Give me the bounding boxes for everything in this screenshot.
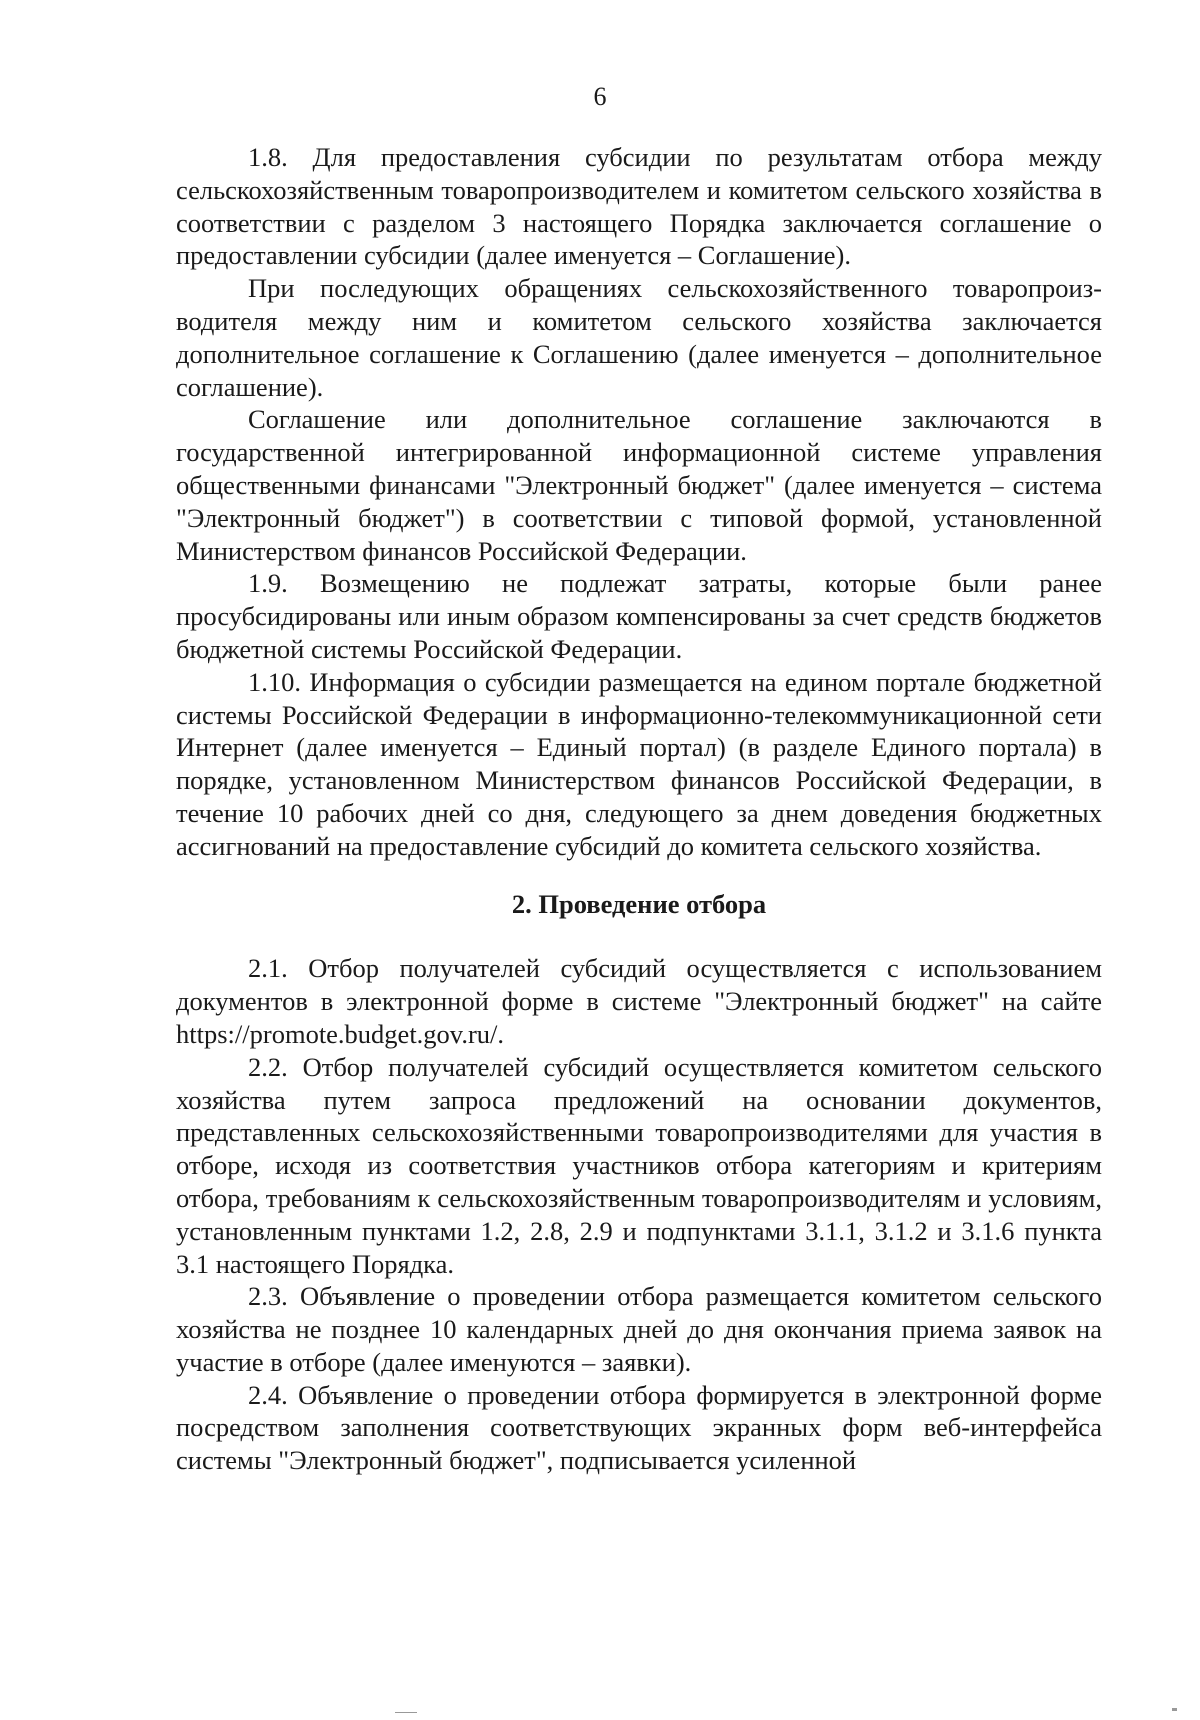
paragraph-2-3: 2.3. Объявление о проведении отбора размещается комитетом сельского хозяйства не позднее 10 календарных дней до дня окончания приема заявок на участие в отборе (далее именуются – заявки). bbox=[176, 1281, 1102, 1377]
paragraph-electronic-budget: Соглашение или дополнительное соглашение заключаются в государственной интегрированной информационной системе управления общественными финансами "Электронный бюджет" (далее именуется – система "Электронный бюджет") в соответствии с типовой формой, установленной Министерством финансов Российской Федерации. bbox=[176, 404, 1102, 566]
paragraph-2-4: 2.4. Объявление о проведении отбора формируется в электронной форме посредством заполнения соответствующих экранных форм веб-интерфейса системы "Электронный бюджет", подписывается усиленной bbox=[176, 1379, 1102, 1476]
document-body bbox=[176, 141, 1102, 1477]
paragraph-1-10: 1.10. Информация о субсидии размещается на едином портале бюджетной системы Российской Федерации в информационно-телекоммуникационной сети Интернет (далее именуется – Единый портал) (в разделе Единого портала) в порядке, установленном Министерством финансов Российской Федерации, в течение 10 рабочих дней со дня, следующего за днем доведения бюджетных ассигнований на предоставление субсидий до комитета сельского хозяйства. bbox=[176, 666, 1102, 861]
page-number: 6 bbox=[593, 82, 607, 111]
paragraph-2-1: 2.1. Отбор получателей субсидий осуществляется с использованием документов в электронной форме в системе "Электронный бюджет" на сайте https://promote.budget.gov.ru/. bbox=[176, 953, 1102, 1049]
scan-artifact bbox=[1172, 1708, 1177, 1711]
scan-artifact bbox=[395, 1712, 417, 1713]
paragraph-additional-agreement: При последующих обращениях сельскохозяйственного товаропроизводителя между ним и комитетом сельского хозяйства заключается дополнительное соглашение к Соглашению (далее именуется – дополнительное соглашение). bbox=[176, 273, 1102, 402]
paragraph-1-8: 1.8. Для предоставления субсидии по результатам отбора между сельскохозяйственным товаропроизводителем и комитетом сельского хозяйства в соответствии с разделом 3 настоящего Порядка заключается соглашение о предоставлении субсидии (далее именуется – Соглашение). bbox=[176, 142, 1102, 271]
paragraph-1-9: 1.9. Возмещению не подлежат затраты, которые были ранее просубсидированы или иным образом компенсированы за счет средств бюджетов бюджетной системы Российской Федерации. bbox=[176, 568, 1102, 664]
paragraph-2-2: 2.2. Отбор получателей субсидий осуществляется комитетом сельского хозяйства путем запроса предложений на основании документов, представленных сельскохозяйственными товаропроизводителями для участия в отборе, исходя из соответствия участников отбора категориям и критериям отбора, требованиям к сельскохозяйственным товаропроизводителям и условиям, установленным пунктами 1.2, 2.8, 2.9 и подпунктами 3.1.1, 3.1.2 и 3.1.6 пункта 3.1 настоящего Порядка. bbox=[176, 1051, 1102, 1279]
section-title: 2. Проведение отбора bbox=[511, 888, 767, 919]
